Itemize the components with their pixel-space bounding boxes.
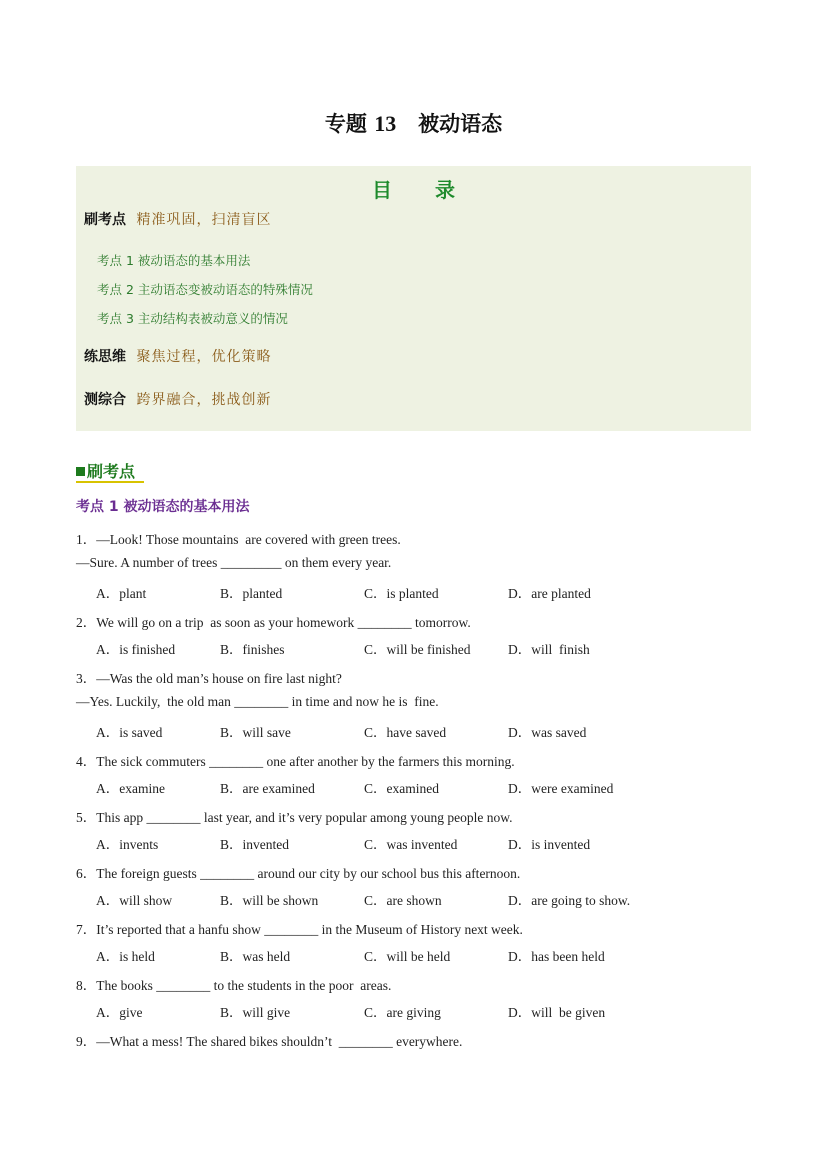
subsection-heading: 考点 1 被动语态的基本用法	[76, 499, 250, 515]
answer-option[interactable]: B．will give	[220, 1005, 291, 1020]
answer-option[interactable]: C．was invented	[364, 837, 458, 852]
question-text: —Sure. A number of trees _________ on them every year.	[76, 555, 392, 570]
answer-option[interactable]: A．invents	[96, 837, 159, 852]
question-text: 2．We will go on a trip as soon as your homework ________ tomorrow.	[76, 615, 471, 630]
toc-section-head: 刷考点	[84, 212, 126, 228]
question-text: 8．The books ________ to the students in the poor areas.	[76, 978, 392, 993]
question-text: 9．—What a mess! The shared bikes shouldn’t ________ everywhere.	[76, 1034, 463, 1049]
answer-option[interactable]: D．was saved	[508, 725, 587, 740]
title-prefix: 专题	[324, 112, 367, 136]
toc-title: 目 录	[372, 178, 473, 202]
answer-option[interactable]: A．is finished	[96, 642, 176, 657]
toc-section-1[interactable]	[84, 209, 271, 229]
answer-option[interactable]: B．was held	[220, 949, 291, 964]
question-text: —Yes. Luckily, the old man ________ in time and now he is fine.	[76, 694, 439, 709]
answer-option[interactable]: C．examined	[364, 781, 439, 796]
answer-option[interactable]: A．is saved	[96, 725, 163, 740]
answer-option[interactable]: A．will show	[96, 893, 173, 908]
toc-item-1[interactable]: 考点 1 被动语态的基本用法	[97, 253, 251, 268]
answer-option[interactable]: B．will be shown	[220, 893, 319, 908]
answer-option[interactable]: D．are planted	[508, 586, 591, 601]
answer-option[interactable]: C．are shown	[364, 893, 442, 908]
answer-option[interactable]: B．invented	[220, 837, 289, 852]
answer-option[interactable]: B．planted	[220, 586, 283, 601]
section-heading	[76, 459, 135, 482]
question-text: 7．It’s reported that a hanfu show ________ in the Museum of History next week.	[76, 922, 523, 937]
answer-option[interactable]: C．are giving	[364, 1005, 441, 1020]
answer-option[interactable]: D．are going to show.	[508, 893, 631, 908]
page-title	[0, 108, 827, 138]
answer-option[interactable]: A．give	[96, 1005, 143, 1020]
toc-section-sub: 精准巩固，扫清盲区	[136, 212, 272, 228]
title-number: 13	[374, 111, 397, 136]
answer-option[interactable]: B．finishes	[220, 642, 285, 657]
answer-option[interactable]: A．is held	[96, 949, 155, 964]
toc-section-3[interactable]	[84, 389, 271, 409]
answer-option[interactable]: D．will be given	[508, 1005, 606, 1020]
answer-option[interactable]: D．has been held	[508, 949, 605, 964]
table-of-contents	[76, 166, 751, 431]
toc-item-3[interactable]: 考点 3 主动结构表被动意义的情况	[97, 311, 288, 326]
answer-option[interactable]: C．will be held	[364, 949, 451, 964]
toc-item-2[interactable]: 考点 2 主动语态变被动语态的特殊情况	[97, 282, 313, 297]
toc-section-2[interactable]	[84, 346, 271, 366]
section-heading-text: 刷考点	[87, 462, 136, 481]
question-text: 1．—Look! Those mountains are covered with green trees.	[76, 532, 401, 547]
answer-option[interactable]: B．will save	[220, 725, 291, 740]
question-text: 6．The foreign guests ________ around our city by our school bus this afternoon.	[76, 866, 521, 881]
title-topic: 被动语态	[418, 112, 503, 136]
toc-section-sub: 聚焦过程，优化策略	[136, 349, 272, 365]
toc-section-head: 测综合	[84, 392, 126, 408]
question-text: 4．The sick commuters ________ one after another by the farmers this morning.	[76, 754, 515, 769]
question-text: 3．—Was the old man’s house on fire last night?	[76, 671, 342, 686]
square-bullet-icon	[76, 467, 85, 476]
answer-option[interactable]: B．are examined	[220, 781, 315, 796]
toc-section-head: 练思维	[84, 349, 126, 365]
section-underline	[76, 481, 144, 483]
answer-option[interactable]: C．will be finished	[364, 642, 471, 657]
answer-option[interactable]: D．will finish	[508, 642, 590, 657]
answer-option[interactable]: C．is planted	[364, 586, 439, 601]
answer-option[interactable]: D．were examined	[508, 781, 614, 796]
answer-option[interactable]: C．have saved	[364, 725, 447, 740]
question-text: 5．This app ________ last year, and it’s very popular among young people now.	[76, 810, 513, 825]
toc-section-sub: 跨界融合，挑战创新	[136, 392, 272, 408]
answer-option[interactable]: A．plant	[96, 586, 147, 601]
answer-option[interactable]: D．is invented	[508, 837, 591, 852]
answer-option[interactable]: A．examine	[96, 781, 165, 796]
